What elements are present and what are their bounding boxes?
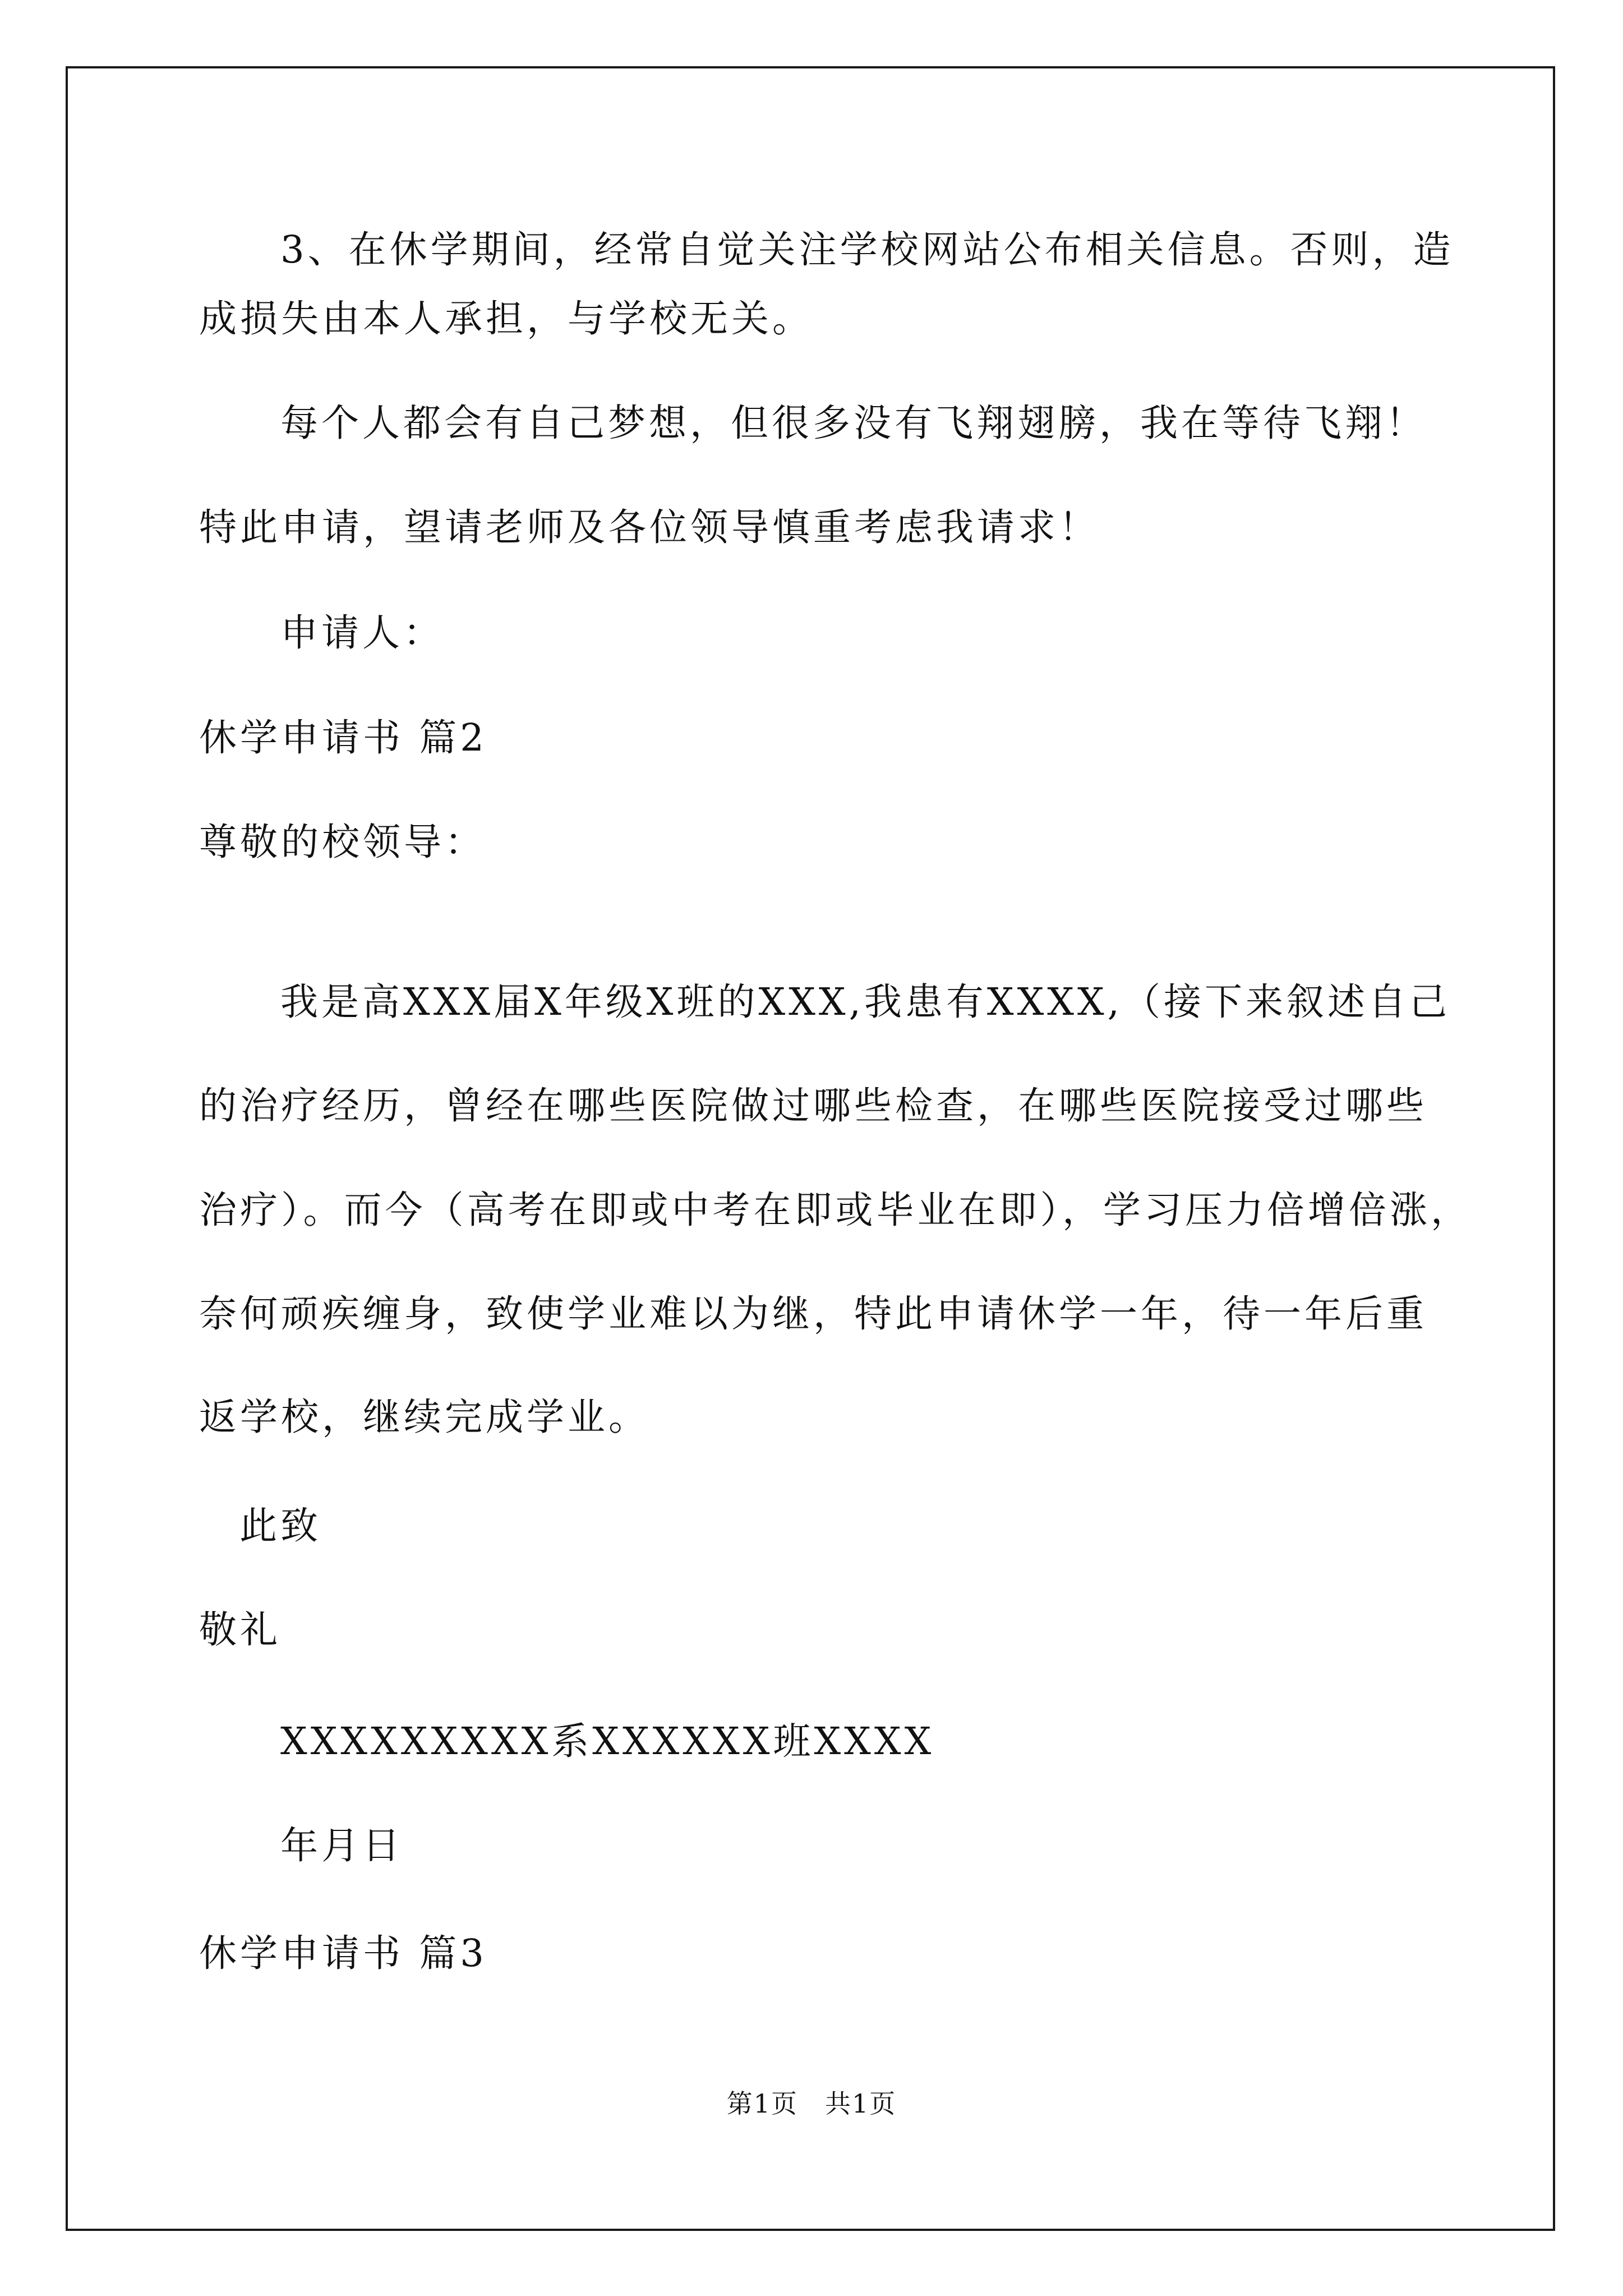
salutation: 尊敬的校领导： [199,820,486,864]
paragraph-line: 3、在休学期间，经常自觉关注学校网站公布相关信息。否则，造 [280,228,1454,272]
paragraph-line: 的治疗经历，曾经在哪些医院做过哪些检查，在哪些医院接受过哪些 [199,1084,1427,1128]
signature-line: XXXXXXXXX系XXXXXX班XXXX [280,1719,935,1763]
section-heading: 休学申请书 篇3 [199,1931,487,1975]
date-line: 年月日 [280,1824,403,1867]
paragraph-line: 每个人都会有自己梦想，但很多没有飞翔翅膀，我在等待飞翔！ [280,401,1427,445]
paragraph-line: 我是高XXX届X年级X班的XXX,我患有XXXX,（接下来叙述自己 [280,980,1450,1024]
closing-regards: 敬礼 [199,1608,281,1651]
section-heading: 休学申请书 篇2 [199,716,487,760]
paragraph-line: 返学校，继续完成学业。 [199,1395,649,1439]
paragraph-line: 奈何顽疾缠身，致使学业难以为继，特此申请休学一年，待一年后重 [199,1292,1427,1336]
page-border [66,66,1555,2231]
paragraph-line: 成损失由本人承担，与学校无关。 [199,297,813,341]
applicant-label: 申请人： [280,611,444,655]
paragraph-line: 治疗）。而今（高考在即或中考在即或毕业在即），学习压力倍增倍涨， [199,1188,1472,1232]
page-footer: 第1页 共1页 [726,2088,897,2119]
closing-line: 此致 [239,1504,321,1548]
paragraph-line: 特此申请，望请老师及各位领导慎重考虑我请求！ [199,505,1100,549]
